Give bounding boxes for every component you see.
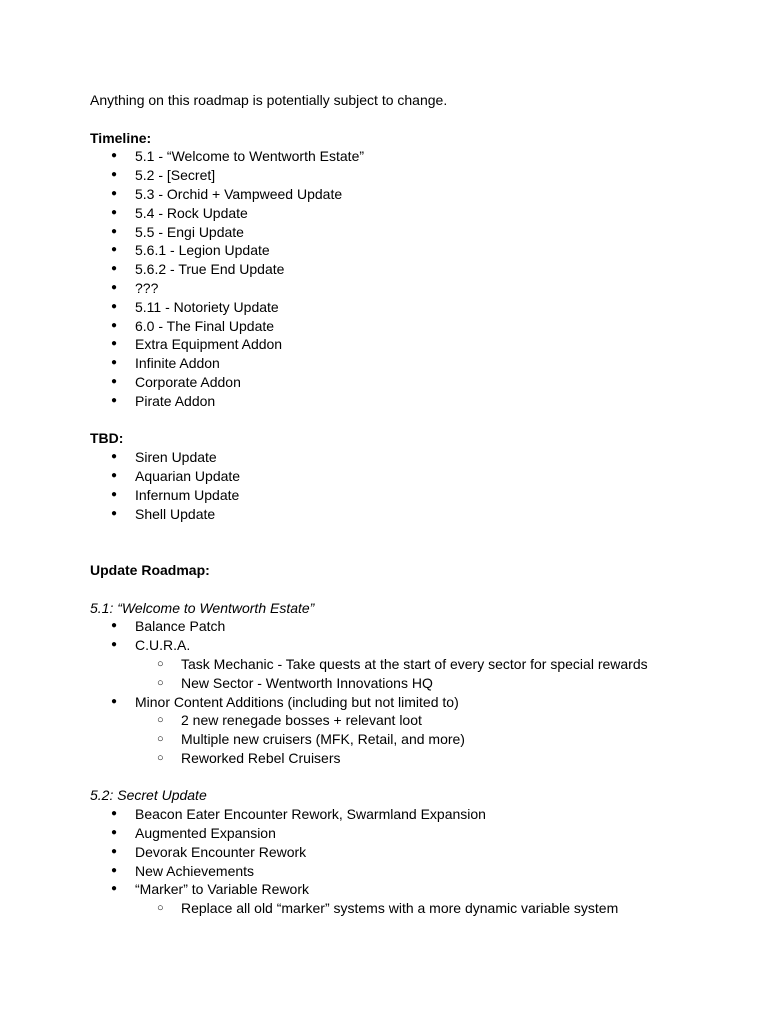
timeline-item: ● ??? xyxy=(90,279,730,298)
roadmap-subitem: ○ 2 new renegade bosses + relevant loot xyxy=(90,711,730,730)
section-list xyxy=(90,805,730,918)
timeline-heading: Timeline: xyxy=(90,129,152,146)
timeline-item: ● Infinite Addon xyxy=(90,354,730,373)
spacer xyxy=(90,523,730,542)
tbd-item: ● Infernum Update xyxy=(90,486,730,505)
timeline-item: ● 5.5 - Engi Update xyxy=(90,223,730,242)
timeline-item: ● 5.4 - Rock Update xyxy=(90,204,730,223)
timeline-item: ● Extra Equipment Addon xyxy=(90,335,730,354)
roadmap-subitem: ○ Replace all old “marker” systems with a more dynamic variable system xyxy=(90,899,730,918)
roadmap-subitem: ○ Multiple new cruisers (MFK, Retail, and more) xyxy=(90,730,730,749)
timeline-item: ● 5.1 - “Welcome to Wentworth Estate” xyxy=(90,147,730,166)
roadmap-item: ● Balance Patch xyxy=(90,617,730,636)
document-page xyxy=(90,91,730,918)
tbd-list xyxy=(90,448,730,523)
roadmap-item: ● “Marker” to Variable Rework xyxy=(90,880,730,899)
timeline-item: ● 6.0 - The Final Update xyxy=(90,317,730,336)
section-list xyxy=(90,617,730,767)
tbd-item: ● Aquarian Update xyxy=(90,467,730,486)
roadmap-item: ● Devorak Encounter Rework xyxy=(90,843,730,862)
spacer xyxy=(90,110,730,129)
roadmap-subitem: ○ Task Mechanic - Take quests at the start of every sector for special rewards xyxy=(90,655,730,674)
roadmap-subitem: ○ New Sector - Wentworth Innovations HQ xyxy=(90,674,730,693)
tbd-item: ● Siren Update xyxy=(90,448,730,467)
spacer xyxy=(90,411,730,430)
tbd-heading: TBD: xyxy=(90,430,124,447)
roadmap-item: ● New Achievements xyxy=(90,862,730,881)
roadmap-item: ● Minor Content Additions (including but not limited to) xyxy=(90,693,730,712)
timeline-item: ● 5.6.2 - True End Update xyxy=(90,260,730,279)
roadmap-subitem: ○ Reworked Rebel Cruisers xyxy=(90,749,730,768)
timeline-item: ● 5.6.1 - Legion Update xyxy=(90,241,730,260)
roadmap-item: ● C.U.R.A. xyxy=(90,636,730,655)
intro-text: Anything on this roadmap is potentially subject to change. xyxy=(90,92,448,108)
spacer xyxy=(90,580,730,599)
roadmap-heading: Update Roadmap: xyxy=(90,561,210,578)
timeline-item: ● 5.11 - Notoriety Update xyxy=(90,298,730,317)
timeline-list xyxy=(90,147,730,410)
section-title: 5.2: Secret Update xyxy=(90,787,207,804)
timeline-item: ● 5.2 - [Secret] xyxy=(90,166,730,185)
roadmap-item: ● Augmented Expansion xyxy=(90,824,730,843)
roadmap-item: ● Beacon Eater Encounter Rework, Swarmland Expansion xyxy=(90,805,730,824)
spacer xyxy=(90,542,730,561)
timeline-item: ● Pirate Addon xyxy=(90,392,730,411)
tbd-item: ● Shell Update xyxy=(90,505,730,524)
section-title: 5.1: “Welcome to Wentworth Estate” xyxy=(90,599,315,616)
timeline-item: ● Corporate Addon xyxy=(90,373,730,392)
timeline-item: ● 5.3 - Orchid + Vampweed Update xyxy=(90,185,730,204)
spacer xyxy=(90,768,730,787)
